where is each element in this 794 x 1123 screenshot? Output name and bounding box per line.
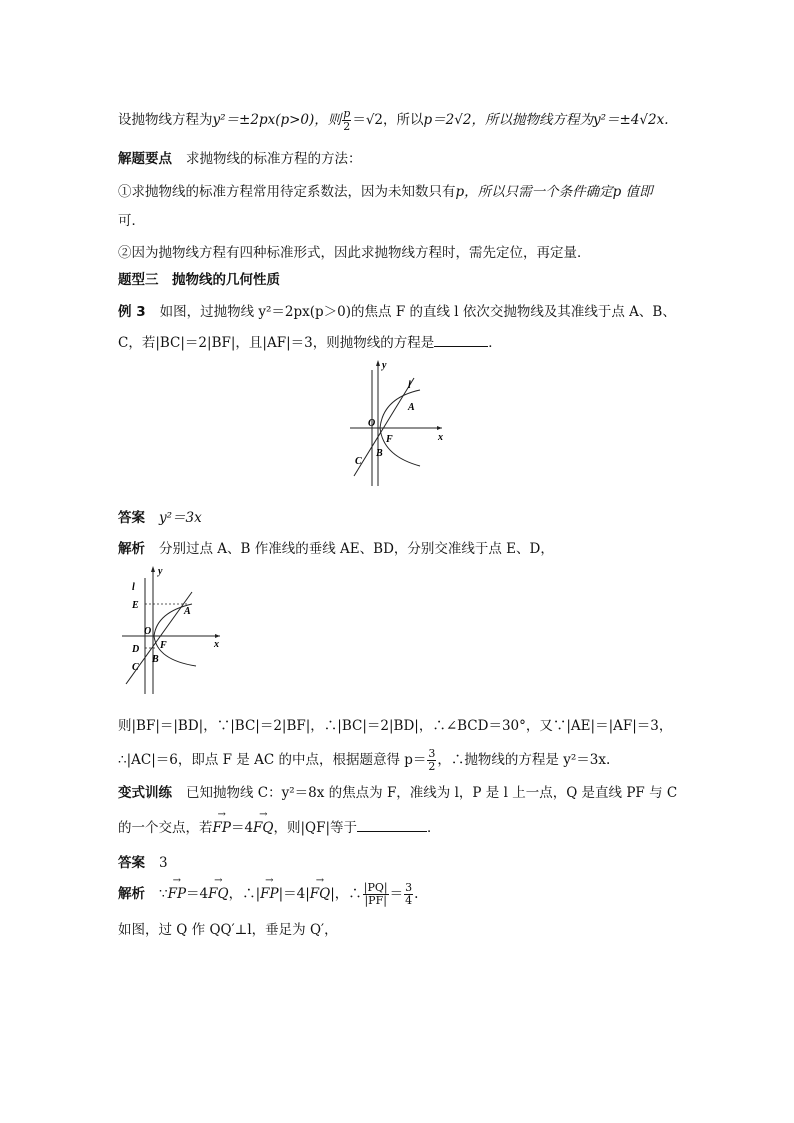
label-B: B bbox=[152, 654, 159, 665]
tip-2: ②因为抛物线方程有四种标准形式，因此求抛物线方程时，需先定位，再定量． bbox=[118, 245, 591, 261]
answer-2 bbox=[118, 851, 168, 871]
result-1: 则|BF|＝|BD|，∵|BC|＝2|BF|，∴|BC|＝2|BD|，∴∠BCD＝30°，又∵|AE|＝|AF|＝3， bbox=[118, 718, 673, 734]
label-y: y bbox=[382, 360, 387, 371]
variant-line2 bbox=[118, 816, 441, 836]
fraction-3-over-4 bbox=[404, 882, 413, 907]
line-l bbox=[354, 378, 414, 476]
fraction-p-over-2: $\frac{p}{2}$ bbox=[343, 107, 351, 133]
text: 已知抛物线 C：y²＝8x 的焦点为 F，准线为 l，P 是 l 上一点，Q 是直线 PF 与 C bbox=[186, 785, 678, 801]
label-l: l bbox=[408, 380, 411, 391]
parabola-figure-1 bbox=[338, 356, 450, 488]
label-C: C bbox=[355, 456, 362, 467]
tip-1-cont: 可． bbox=[118, 213, 145, 229]
text: 的一个交点，若 bbox=[118, 820, 213, 836]
text: ＝4 bbox=[186, 886, 209, 902]
key-points-text: 求抛物线的标准方程的方法： bbox=[186, 151, 362, 167]
x-axis-arrow bbox=[215, 634, 220, 638]
variant-label: 变式训练 bbox=[118, 785, 172, 801]
key-points bbox=[118, 147, 362, 167]
key-points-label: 解题要点 bbox=[118, 151, 172, 167]
result-2 bbox=[118, 748, 610, 773]
label-l: l bbox=[132, 582, 135, 593]
example-3-line2 bbox=[118, 331, 502, 351]
analysis-label: 解析 bbox=[118, 541, 145, 557]
y-axis-arrow bbox=[151, 566, 155, 572]
label-D: D bbox=[132, 644, 140, 655]
variant-line1 bbox=[118, 781, 677, 801]
answer-value: 3 bbox=[159, 855, 168, 871]
numerator: |PQ| bbox=[363, 881, 388, 894]
denominator: |PF| bbox=[364, 894, 387, 907]
numerator: 3 bbox=[428, 747, 436, 760]
text: ，∴| bbox=[228, 886, 261, 902]
label-x: x bbox=[214, 639, 219, 650]
example-3-line1 bbox=[118, 300, 676, 320]
text: |，∴ bbox=[330, 886, 362, 902]
numerator: 3 bbox=[405, 881, 413, 894]
answer-label: 答案 bbox=[118, 855, 145, 871]
fraction-3-over-2 bbox=[427, 748, 436, 773]
text: ，则|QF|等于 bbox=[273, 820, 358, 836]
text: ． bbox=[427, 820, 441, 836]
denominator: 4 bbox=[405, 894, 413, 907]
vector-FQ: → FQ bbox=[310, 886, 330, 902]
section-title: 题型三 抛物线的几何性质 bbox=[118, 272, 280, 288]
text: |＝4| bbox=[278, 886, 310, 902]
answer-blank bbox=[434, 334, 488, 347]
text: p，所以只需一个条件确定 bbox=[455, 184, 613, 200]
text: 如图，过抛物线 y²＝2px(p＞0)的焦点 F 的直线 l 依次交抛物线及其准线于点 A、B、 bbox=[159, 304, 676, 320]
analysis-label: 解析 bbox=[118, 886, 145, 902]
answer-1 bbox=[118, 506, 202, 526]
answer-label: 答案 bbox=[118, 510, 145, 526]
fraction-PQ-over-PF bbox=[363, 882, 389, 907]
text: p＝2√2，所以抛物线方程为 bbox=[423, 112, 593, 128]
label-C: C bbox=[132, 662, 139, 673]
tip-1 bbox=[118, 180, 653, 200]
label-O: O bbox=[144, 626, 152, 637]
text: ∵ bbox=[159, 886, 168, 902]
vector-FQ: → FQ bbox=[253, 820, 273, 836]
text: C，若|BC|＝2|BF|，且|AF|＝3，则抛物线的方程是 bbox=[118, 335, 435, 351]
text: 分别过点 A、B 作准线的垂线 AE、BD，分别交准线于点 E、D， bbox=[159, 541, 554, 557]
text: ∴|AC|＝6，即点 F 是 AC 的中点，根据题意得 p＝ bbox=[118, 752, 427, 768]
label-F: F bbox=[160, 640, 167, 651]
paragraph-equation-1 bbox=[118, 108, 669, 133]
y-axis-arrow bbox=[376, 360, 380, 366]
label-B: B bbox=[376, 448, 383, 459]
vector-FP: → FP bbox=[213, 820, 231, 836]
answer-blank bbox=[357, 819, 427, 832]
text: y²＝±2px(p>0)，则 bbox=[212, 112, 342, 128]
analysis-2 bbox=[118, 882, 418, 907]
example-3-label: 例 3 bbox=[118, 304, 146, 320]
text: ＝4 bbox=[230, 820, 254, 836]
text: ①求抛物线的标准方程常用待定系数法，因为未知数只有 bbox=[118, 184, 456, 200]
text: p 值即 bbox=[612, 184, 653, 200]
label-F: F bbox=[386, 434, 393, 445]
text: y²＝±4√2x. bbox=[592, 112, 669, 128]
text: ＝√2，所以 bbox=[352, 112, 424, 128]
label-A: A bbox=[408, 402, 415, 413]
text: ． bbox=[488, 335, 502, 351]
text: ，∴抛物线的方程是 y²＝3x. bbox=[437, 752, 611, 768]
label-A: A bbox=[184, 606, 191, 617]
text: ＝ bbox=[389, 886, 404, 902]
vector-FP: → FP bbox=[260, 886, 278, 902]
label-E: E bbox=[132, 600, 139, 611]
last-line: 如图，过 Q 作 QQ′⊥l，垂足为 Q′， bbox=[118, 922, 338, 938]
analysis-1 bbox=[118, 537, 554, 557]
text: . bbox=[414, 886, 419, 902]
text: 设抛物线方程为 bbox=[118, 112, 213, 128]
parabola-figure-2 bbox=[116, 562, 226, 698]
label-y: y bbox=[158, 566, 163, 577]
x-axis-arrow bbox=[437, 426, 442, 430]
denominator: 2 bbox=[428, 760, 436, 773]
label-x: x bbox=[438, 432, 443, 443]
label-O: O bbox=[368, 418, 376, 429]
vector-FQ: → FQ bbox=[208, 886, 228, 902]
vector-FP: → FP bbox=[168, 886, 186, 902]
answer-value: y²＝3x bbox=[159, 510, 202, 526]
